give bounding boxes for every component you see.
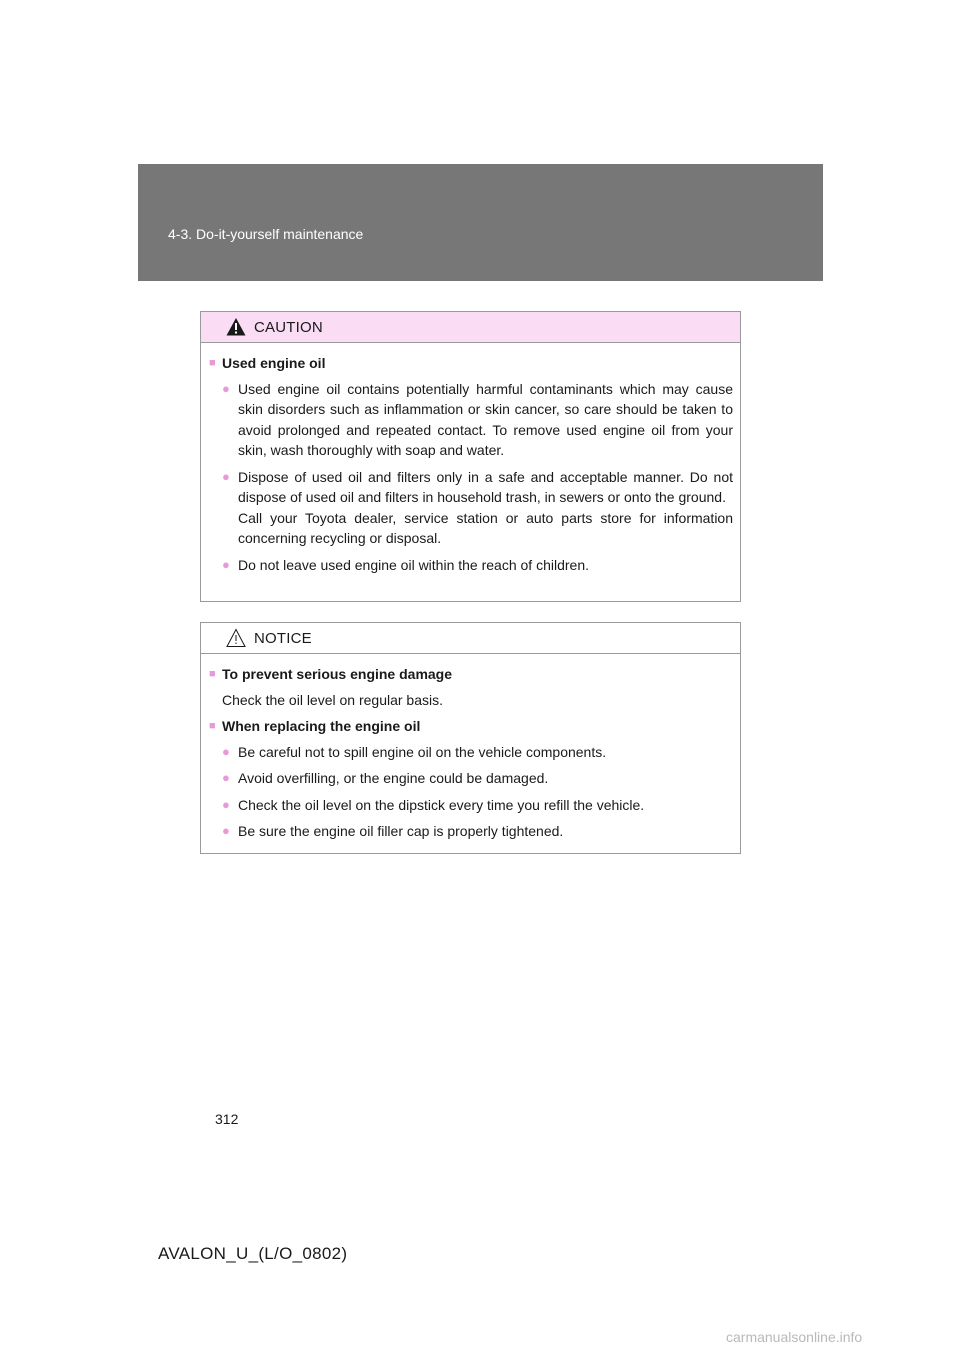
dot-bullet-icon: ●	[222, 468, 230, 484]
page-number: 312	[215, 1111, 239, 1127]
list-item-text: Be careful not to spill engine oil on the vehicle components.	[238, 743, 607, 760]
document-code: AVALON_U_(L/O_0802)	[158, 1244, 348, 1263]
list-item	[222, 768, 733, 789]
section-title-text: Used engine oil	[222, 355, 326, 371]
square-bullet-icon: ■	[209, 720, 216, 732]
section-text: Check the oil level on regular basis.	[222, 691, 444, 708]
caution-body	[201, 343, 740, 575]
caution-box	[200, 311, 741, 602]
section-title-text: To prevent serious engine damage	[222, 666, 453, 682]
section-title	[209, 353, 733, 374]
list-item	[222, 555, 733, 576]
list-item	[222, 821, 733, 842]
list-item-text: Avoid overfilling, or the engine could be damaged.	[238, 770, 549, 786]
caution-header	[201, 312, 740, 343]
dot-bullet-icon: ●	[222, 743, 230, 759]
dot-bullet-icon: ●	[222, 380, 230, 396]
dot-bullet-icon: ●	[222, 770, 230, 785]
warning-triangle-outline-icon	[226, 628, 246, 648]
section-title-text: When replacing the engine oil	[222, 718, 421, 734]
list-item	[222, 795, 733, 816]
list-item	[222, 742, 733, 763]
square-bullet-icon: ■	[209, 357, 216, 369]
list-item-text: Dispose of used oil and filters only in a safe and acceptable manner. Do not dispose of used oil and filters in household trash, in sewers or onto the ground.	[238, 468, 733, 505]
section-title	[209, 716, 733, 737]
dot-bullet-icon: ●	[222, 823, 230, 838]
chapter-header-band	[138, 164, 823, 281]
dot-bullet-icon: ●	[222, 796, 230, 812]
square-bullet-icon: ■	[209, 668, 216, 680]
list-item	[222, 467, 733, 549]
notice-label: NOTICE	[254, 629, 312, 647]
section-title	[209, 664, 733, 685]
list-item-text: Do not leave used engine oil within the reach of children.	[238, 556, 589, 573]
warning-triangle-filled-icon	[226, 317, 246, 337]
dot-bullet-icon: ●	[222, 556, 230, 572]
list-item	[222, 379, 733, 461]
notice-header	[201, 623, 740, 654]
notice-body	[201, 654, 740, 842]
list-item-text: Used engine oil contains potentially harmful contaminants which may cause skin disorders such as inflammation or skin cancer, so care should be taken to avoid prolonged and repeated contact. To remove used engine oil from your skin, wash thoroughly with soap and water.	[238, 380, 733, 458]
list-item-text: Be sure the engine oil filler cap is properly tightened.	[238, 823, 564, 839]
chapter-title: 4-3. Do-it-yourself maintenance	[168, 226, 364, 242]
caution-label: CAUTION	[254, 318, 323, 336]
list-item-text: Check the oil level on the dipstick every time you refill the vehicle.	[238, 796, 645, 813]
notice-box	[200, 622, 741, 854]
list-item-text: Call your Toyota dealer, service station or auto parts store for information concerning recycling or disposal.	[238, 509, 733, 546]
watermark: carmanualsonline.info	[726, 1329, 863, 1345]
